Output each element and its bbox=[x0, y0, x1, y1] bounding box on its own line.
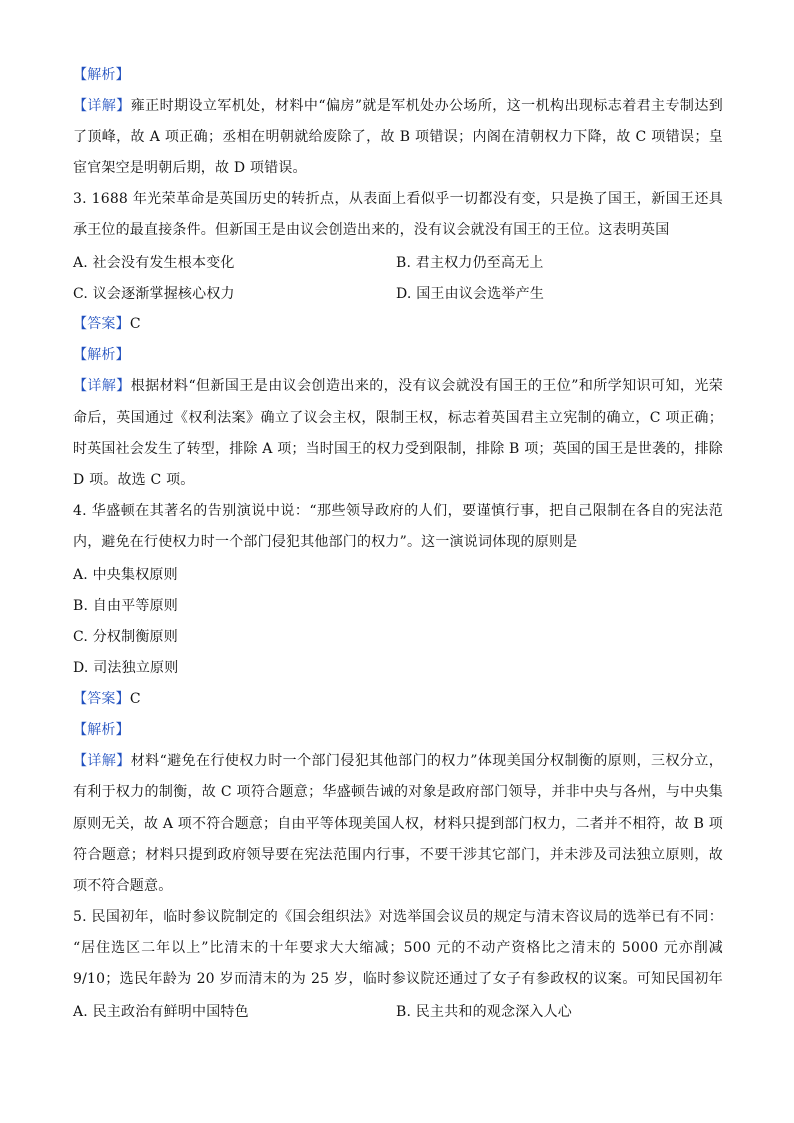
option-a: A. 民主政治有鲜明中国特色 bbox=[73, 1004, 249, 1020]
option-c: C. 分权制衡原则 bbox=[73, 629, 178, 645]
jiexi-label: 【解析】 bbox=[73, 67, 130, 83]
analysis-line: 原则无关，故 A 项不符合题意；自由平等体现美国人权，材料只提到部门权力，二者并不相符，故 B 项 bbox=[73, 816, 723, 832]
option-a: A. 中央集权原则 bbox=[73, 567, 178, 583]
analysis-line: 项不符合题意。 bbox=[73, 878, 173, 894]
option-d: D. 国王由议会选举产生 bbox=[396, 286, 545, 302]
question-5-stem: 9/10；选民年龄为 20 岁而清末的为 25 岁，临时参议院还通过了女子有参政权的议案。可知民国初年 bbox=[73, 971, 723, 987]
option-a: A. 社会没有发生根本变化 bbox=[73, 255, 235, 271]
analysis-line: 符合题意；材料只提到政府领导要在宪法范围内行事，不要干涉其它部门，并未涉及司法独立原则，故 bbox=[73, 847, 723, 863]
analysis-line: 【详解】材料“避免在行使权力时一个部门侵犯其他部门的权力”体现美国分权制衡的原则，三权分立， bbox=[73, 753, 723, 769]
option-b: B. 民主共和的观念深入人心 bbox=[396, 1004, 572, 1020]
analysis-line: 了顶峰，故 A 项正确；丞相在明朝就给废除了，故 B 项错误；内阁在清朝权力下降，故 C 项错误；皇 bbox=[73, 129, 723, 145]
jiexi-label: 【解析】 bbox=[73, 722, 130, 738]
answer-line bbox=[73, 314, 723, 334]
xiangjie-label: 【详解】 bbox=[73, 98, 131, 114]
option-c: C. 议会逐渐掌握核心权力 bbox=[73, 286, 235, 302]
xiangjie-label: 【详解】 bbox=[73, 378, 131, 394]
answer-label: 【答案】 bbox=[73, 316, 130, 332]
analysis-line: 【详解】根据材料“但新国王是由议会创造出来的，没有议会就没有国王的王位”和所学知识可知，光荣 bbox=[73, 378, 723, 394]
jiexi-label: 【解析】 bbox=[73, 347, 130, 363]
analysis-line: 宦官架空是明朝后期，故 D 项错误。 bbox=[73, 160, 307, 176]
option-b: B. 君主权力仍至高无上 bbox=[396, 255, 544, 271]
answer-value: C bbox=[129, 691, 141, 707]
analysis-line: 时英国社会发生了转型，排除 A 项；当时国王的权力受到限制，排除 B 项；英国的国王是世袭的，排除 bbox=[73, 441, 723, 457]
question-5-stem: “居住选区二年以上”比清末的十年要求大大缩减；500 元的不动产资格比之清末的 5000 元亦削减 bbox=[73, 940, 723, 956]
answer-label: 【答案】 bbox=[73, 691, 130, 707]
answer-line bbox=[73, 689, 723, 709]
question-3-stem: 3. 1688 年光荣革命是英国历史的转折点，从表面上看似乎一切都没有变，只是换了国王，新国王还具 bbox=[73, 191, 723, 207]
option-d: D. 司法独立原则 bbox=[73, 660, 179, 676]
option-b: B. 自由平等原则 bbox=[73, 598, 178, 614]
analysis-line: 【详解】雍正时期设立军机处，材料中“偏房”就是军机处办公场所，这一机构出现标志着君主专制达到 bbox=[73, 98, 723, 114]
analysis-line: 命后，英国通过《权利法案》确立了议会主权，限制王权，标志着英国君主立宪制的确立，C 项正确； bbox=[73, 410, 723, 426]
question-4-stem: 4. 华盛顿在其著名的告别演说中说：“那些领导政府的人们，要谨慎行事，把自己限制在各自的宪法范 bbox=[73, 503, 723, 519]
question-3-stem: 承王位的最直接条件。但新国王是由议会创造出来的，没有议会就没有国王的王位。这表明英国 bbox=[73, 222, 670, 238]
analysis-line: 有利于权力的制衡，故 C 项符合题意；华盛顿告诫的对象是政府部门领导，并非中央与各州，与中央集 bbox=[73, 784, 723, 800]
question-5-stem: 5. 民国初年，临时参议院制定的《国会组织法》对选举国会议员的规定与清末咨议局的选举已有不同： bbox=[73, 909, 723, 925]
xiangjie-label: 【详解】 bbox=[73, 753, 131, 769]
analysis-line: D 项。故选 C 项。 bbox=[73, 472, 195, 488]
question-4-stem: 内，避免在行使权力时一个部门侵犯其他部门的权力”。这一演说词体现的原则是 bbox=[73, 534, 578, 550]
answer-value: C bbox=[129, 316, 141, 332]
